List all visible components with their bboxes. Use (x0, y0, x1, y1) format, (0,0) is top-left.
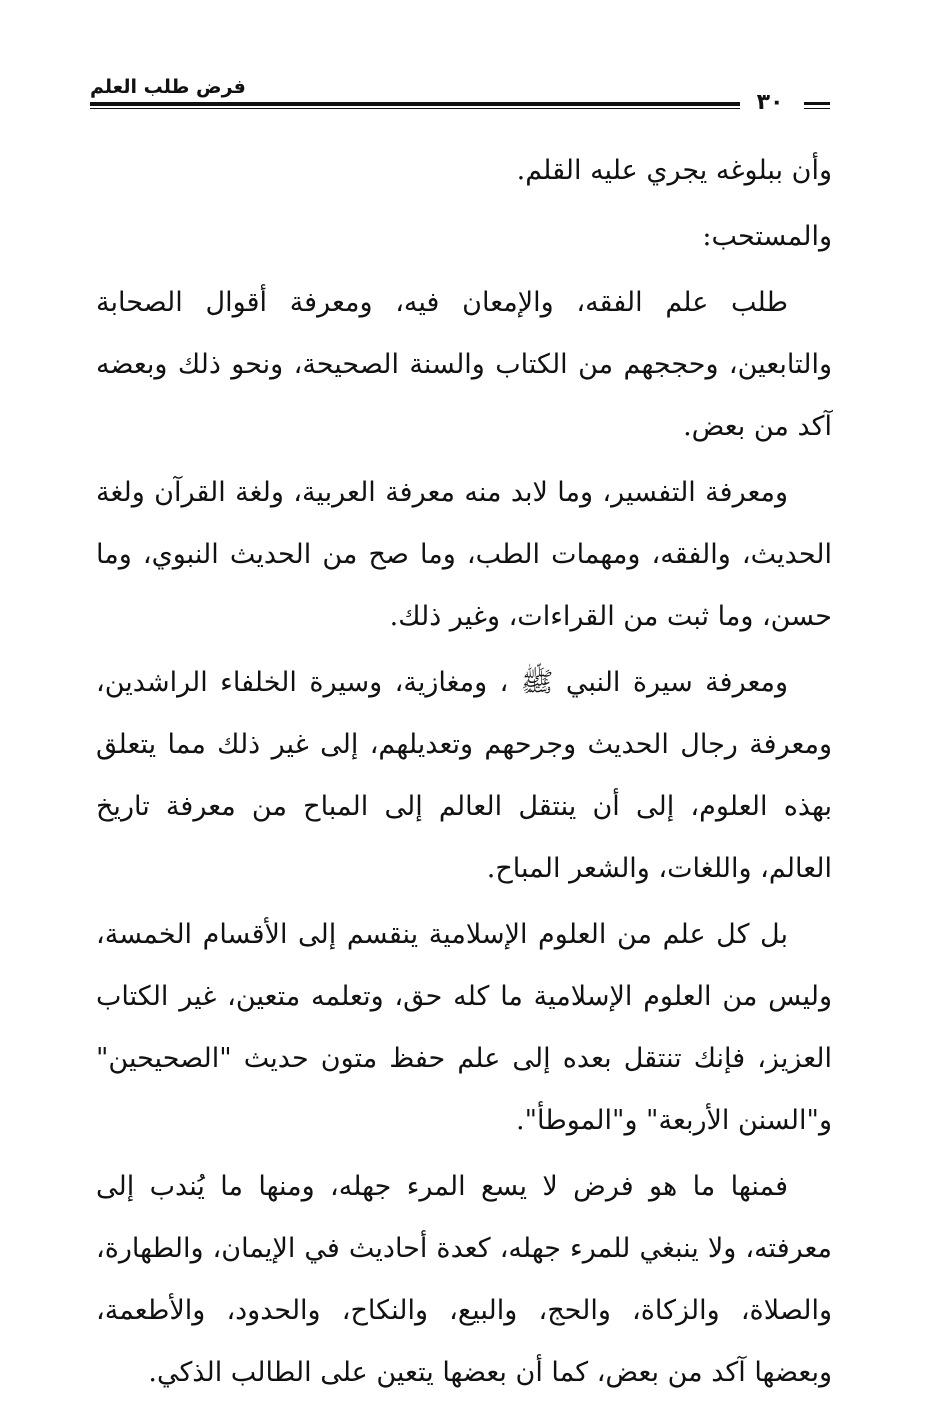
page-number: ٣٠ (756, 90, 784, 115)
header-rule-thick (90, 102, 740, 106)
paragraph-1: وأن ببلوغه يجري عليه القلم. (516, 155, 832, 186)
paragraph-3: طلب علم الفقه، والإمعان فيه، ومعرفة أقوال الصحابة والتابعين، وحججهم من الكتاب والسنة الصحيحة، ونحو ذلك وبعضه آكد من بعض. (96, 287, 832, 442)
paragraph-6: بل كل علم من العلوم الإسلامية ينقسم إلى الأقسام الخمسة، وليس من العلوم الإسلامية ما كله حق، وتعلمه متعين، غير الكتاب العزيز، فإنك تنتقل بعده إلى علم حفظ متون حديث "الصحيحين" و"السنن الأربعة" و"الموطأ". (96, 919, 832, 1136)
page-header (90, 72, 832, 122)
paragraph-5: ومعرفة سيرة النبي ﷺ ، ومغازية، وسيرة الخلفاء الراشدين، ومعرفة رجال الحديث وجرحهم وتعديلهم، إلى غير ذلك مما يتعلق بهذه العلوم، إلى أن ينتقل العالم إلى المباح من معرفة تاريخ العالم، واللغات، والشعر المباح. (96, 667, 832, 884)
text-body (96, 140, 832, 1408)
page-number-rule-thin (804, 108, 830, 109)
header-rule-thin (90, 108, 740, 109)
page-number-rule-thick (804, 102, 830, 105)
running-title: فرض طلب العلم (90, 76, 246, 98)
paragraph-4: ومعرفة التفسير، وما لابد منه معرفة العربية، ولغة القرآن ولغة الحديث، والفقه، ومهمات الطب، وما صح من الحديث النبوي، وما حسن، وما ثبت من القراءات، وغير ذلك. (96, 477, 832, 632)
paragraph-2: والمستحب: (702, 221, 832, 252)
paragraph-7: فمنها ما هو فرض لا يسع المرء جهله، ومنها ما يُندب إلى معرفته، ولا ينبغي للمرء جهله، كعدة أحاديث في الإيمان، والطهارة، والصلاة، والزكاة، والحج، والبيع، والنكاح، والحدود، والأطعمة، وبعضها آكد من بعض، كما أن بعضها يتعين على الطالب الذكي. (96, 1171, 832, 1388)
